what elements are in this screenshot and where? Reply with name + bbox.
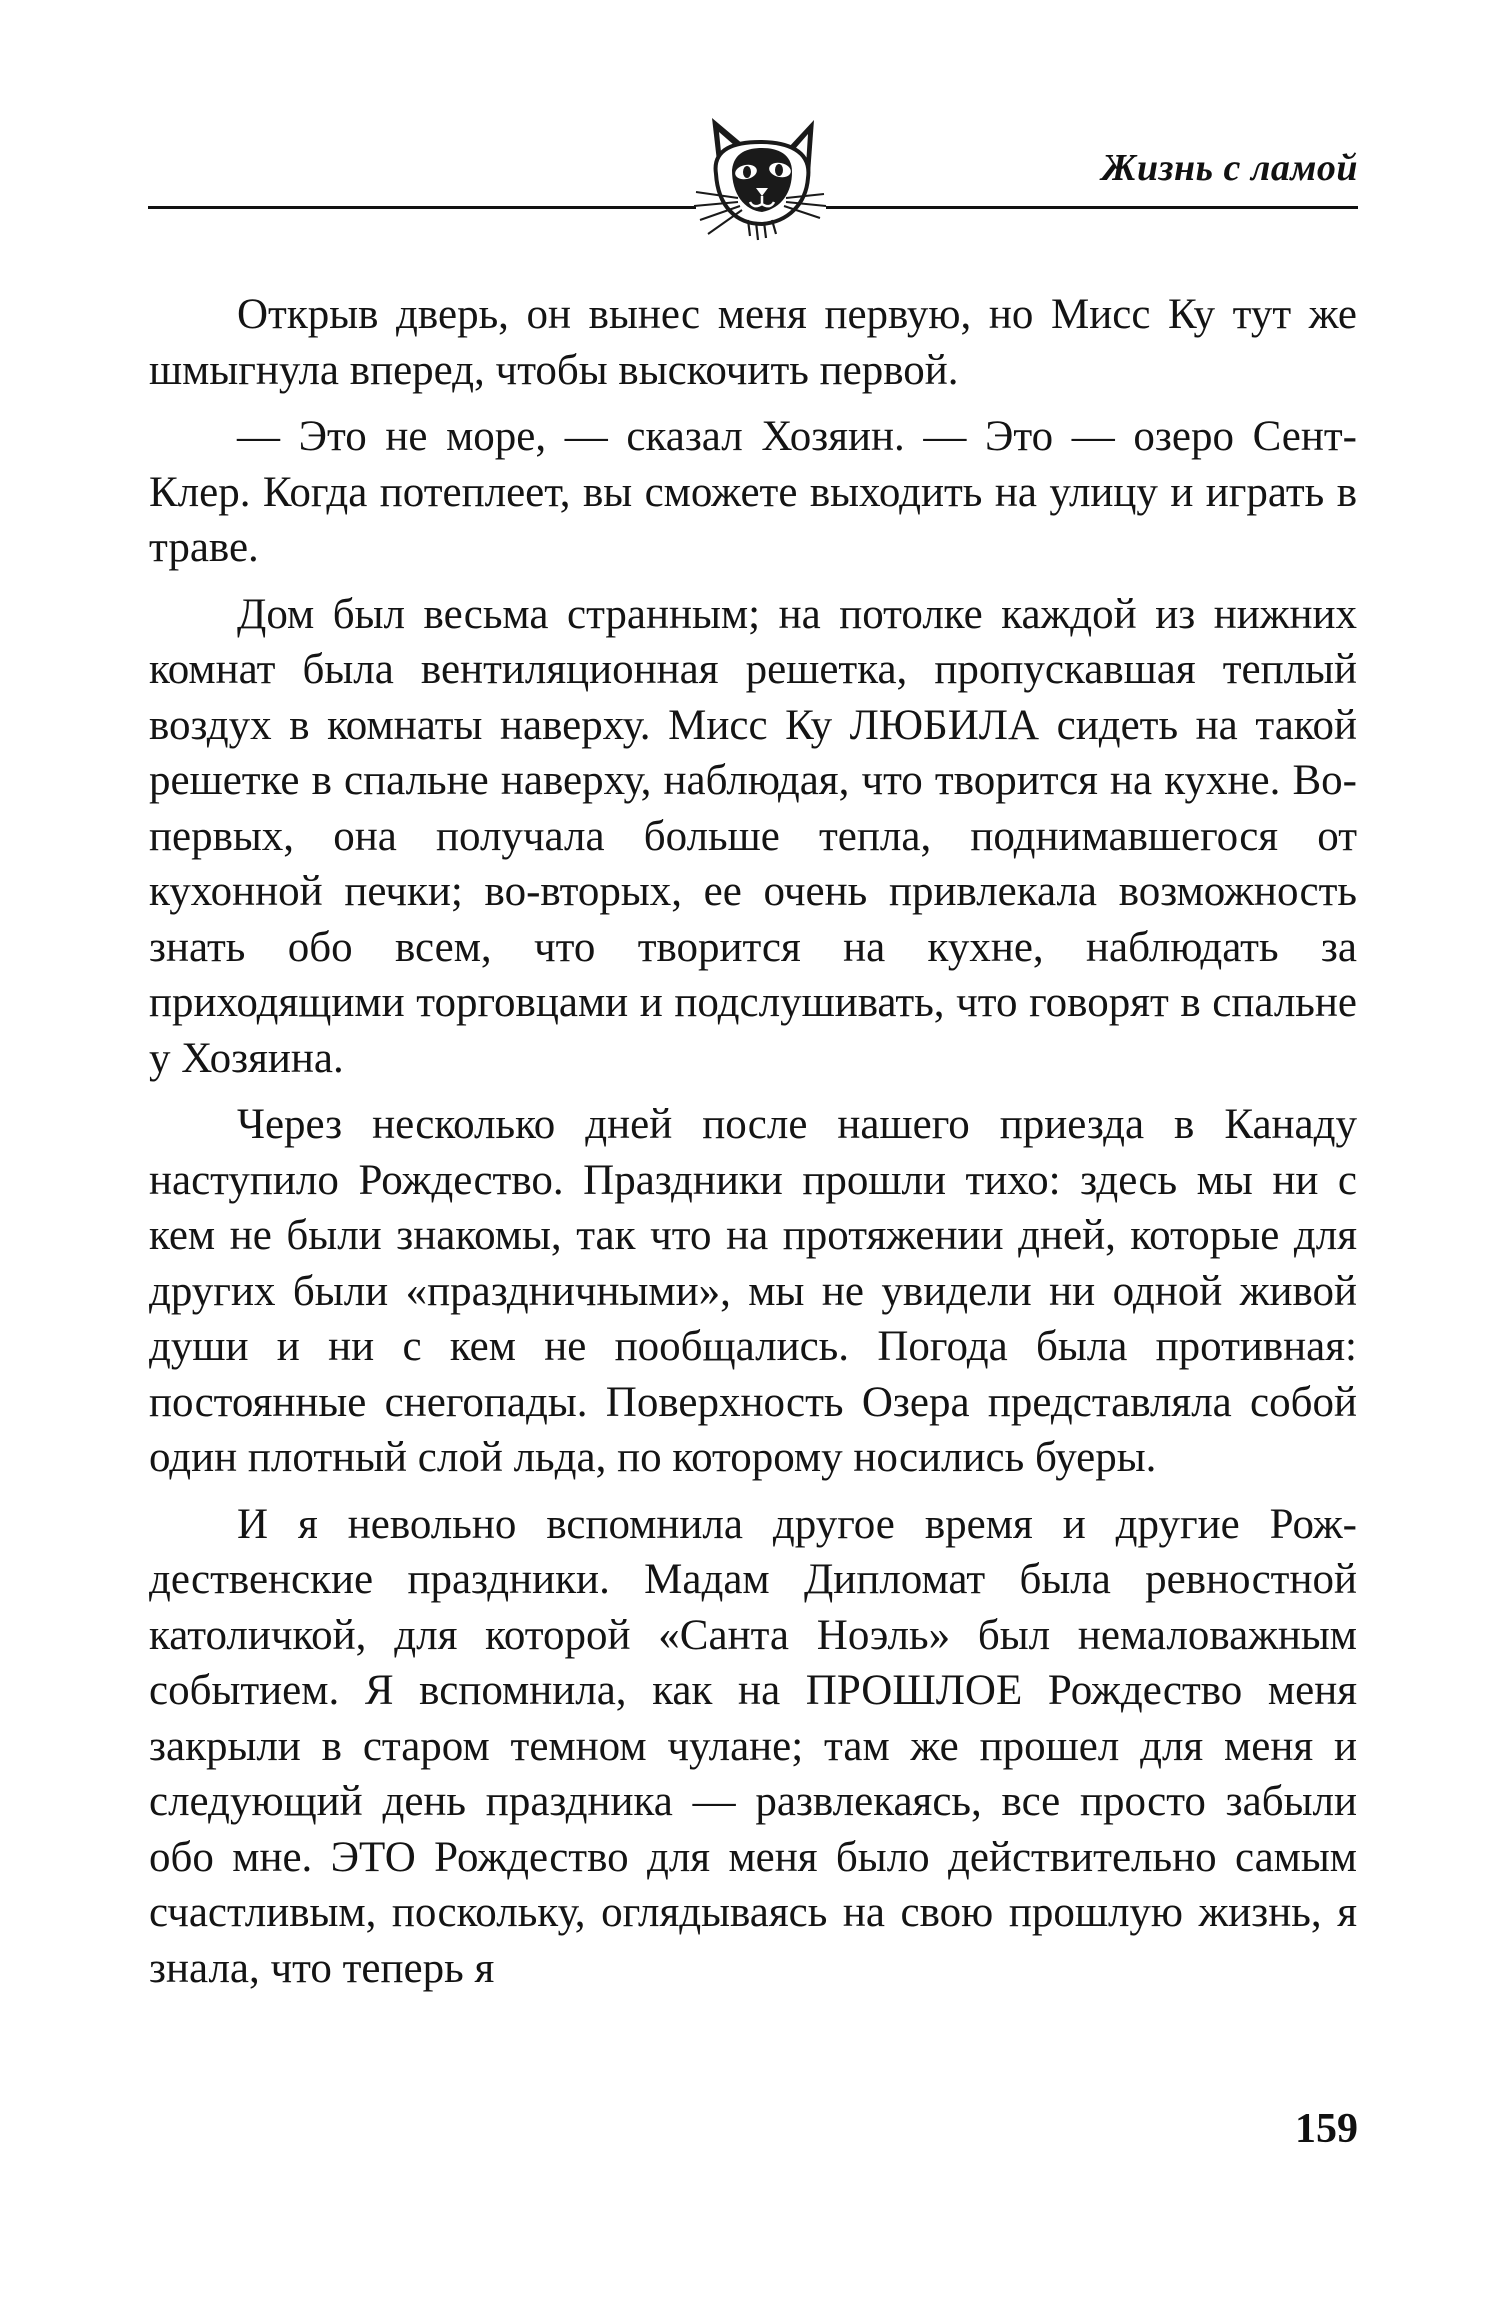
body-text <box>149 287 1357 2007</box>
header-rule-right <box>826 206 1358 209</box>
paragraph: Дом был весьма странным; на потолке каждой из нижних комнат была вентиляционная решетка, пропускавшая теплый воздух в комнаты наверху. Мисс Ку ЛЮБИЛА сидеть на такой решетке в спальне наверху, наблюдая, что творится на кухне. Во-первых, она получала больше тепла, поднимавшегося от кухонной печки; во-вторых, ее очень привлекала возможность знать обо всем, что творится на кухне, наблюдать за приходящими торговцами и подслушивать, что говорят в спальне у Хозяина. <box>149 590 1357 1082</box>
paragraph: Открыв дверь, он вынес меня первую, но Мисс Ку тут же шмыгнула вперед, чтобы выскочить первой. <box>149 291 1357 394</box>
paragraph: — Это не море, — сказал Хозяин. — Это — озеро Сент-Клер. Когда потеплеет, вы сможете выходить на улицу и играть в траве. <box>149 413 1357 571</box>
page-number: 159 <box>1295 2106 1358 2152</box>
running-title: Жизнь с ламой <box>1101 147 1358 189</box>
paragraph: И я невольно вспомнила другое время и другие Рождественские праздники. Мадам Дипломат была ревностной католичкой, для которой «Санта Ноэль» был немаловажным событием. Я вспомнила, как на ПРОШЛОЕ Рождество меня закрыли в старом темном чулане; там же прошел для меня и следующий день праздника — развлекаясь, все просто забыли обо мне. ЭТО Рождество для меня было действительно самым счастливым, поскольку, оглядываясь на свою прошлую жизнь, я знала, что теперь я <box>149 1500 1357 1992</box>
siamese-cat-head-icon <box>692 112 828 242</box>
header-rule-left <box>148 206 696 209</box>
paragraph: Через несколько дней после нашего приезда в Канаду наступило Рождество. Праздники прошли тихо: здесь мы ни с кем не были знакомы, так что на протяжении дней, которые для других были «праздничными», мы не увидели ни одной живой души и ни с кем не пообщались. Погода была противная: постоянные снегопады. Поверхность Озера представляла собой один плотный слой льда, по которому носились буеры. <box>149 1101 1357 1481</box>
running-header <box>0 0 1506 260</box>
